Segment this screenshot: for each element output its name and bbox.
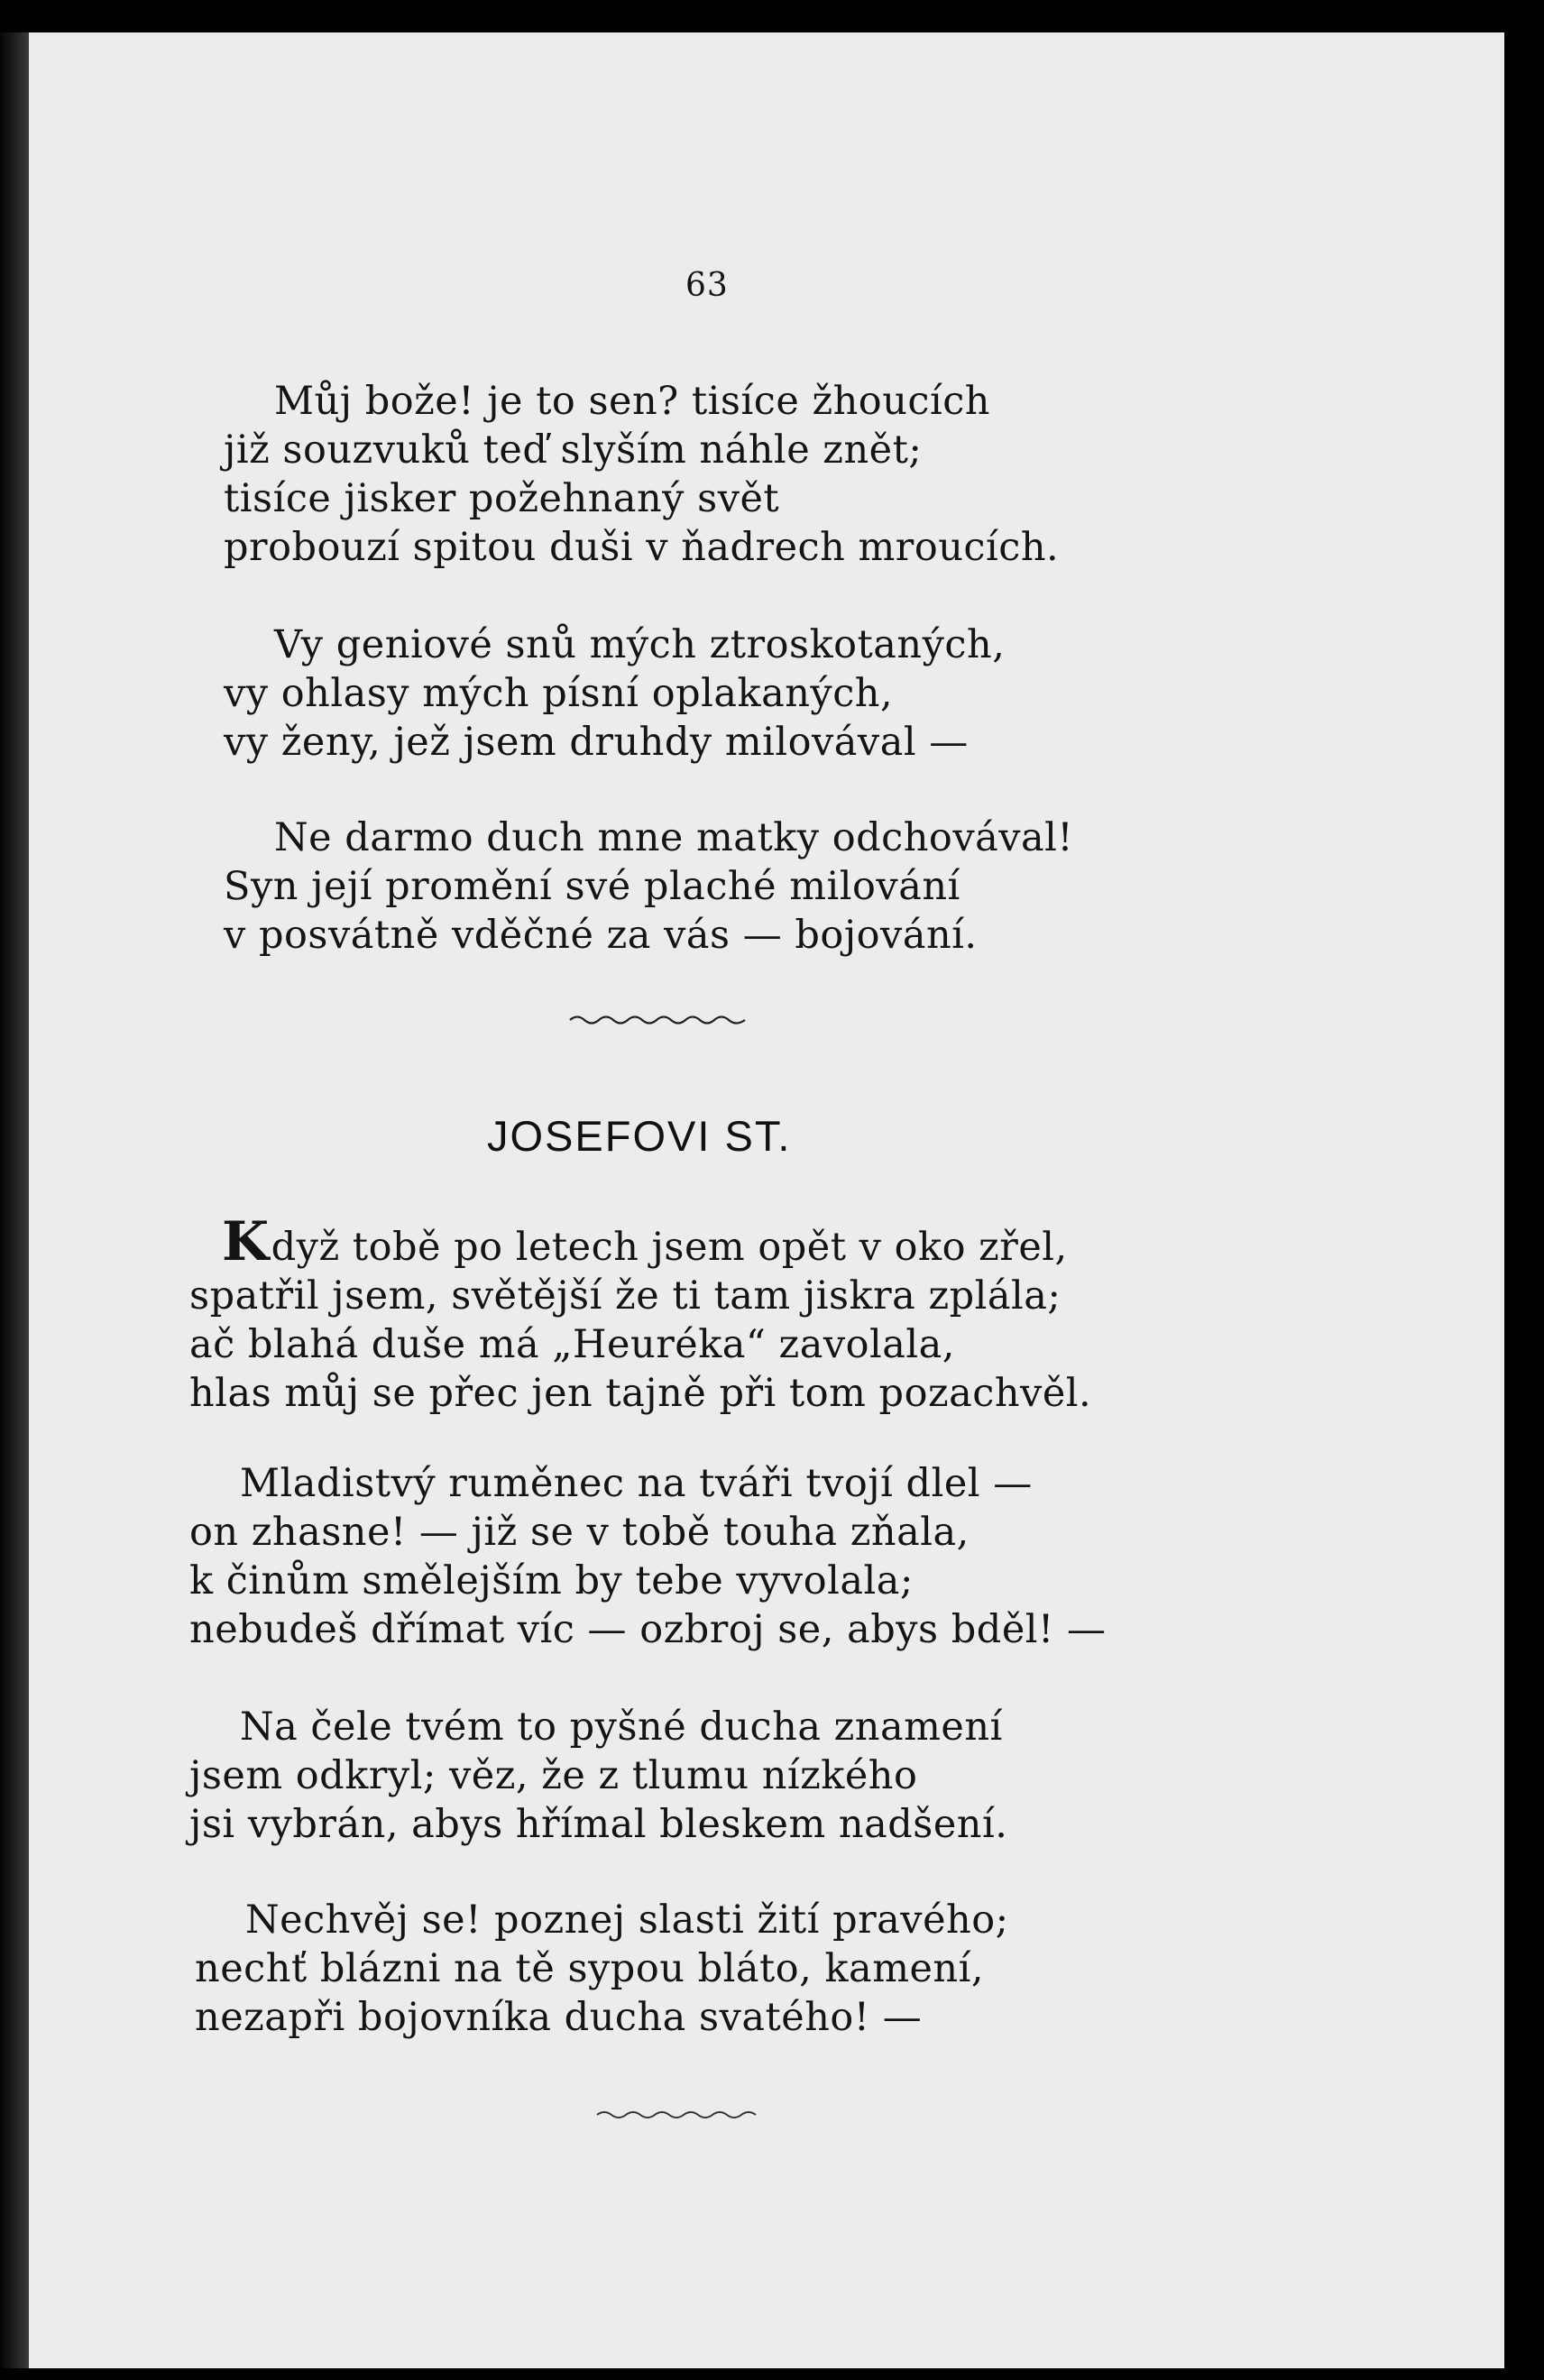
ornamental-divider: [568, 1012, 749, 1028]
scan-border-top: [0, 0, 1544, 32]
verse-line: ač blahá duše má „Heuréka“ zavolala,: [189, 1322, 955, 1367]
verse-line-first: [189, 1210, 1091, 1273]
drop-cap: K: [222, 1210, 270, 1273]
verse-line: Ne darmo duch mne matky odchovával!: [274, 815, 1074, 860]
verse-line: Syn její promění své plaché milování: [224, 864, 960, 909]
poem2-stanza-2: [189, 1459, 1106, 1654]
verse-line: nebudeš dřímat víc — ozbroj se, abys bděl! —: [189, 1607, 1107, 1652]
verse-line-text: dyž tobě po letech jsem opět v oko zřel,: [271, 1225, 1068, 1270]
poem2-stanza-3: [189, 1703, 1007, 1849]
verse-line: Můj bože! je to sen? tisíce žhoucích: [274, 379, 990, 424]
verse-line: probouzí spitou duši v ňadrech mroucích.: [224, 525, 1060, 570]
verse-line: nezapři bojovníka ducha svatého! —: [195, 1995, 923, 2040]
verse-line: hlas můj se přec jen tajně při tom pozachvěl.: [189, 1371, 1092, 1416]
verse-line: on zhasne! — již se v tobě touha zňala,: [189, 1510, 970, 1555]
verse-line: Vy geniové snů mých ztroskotaných,: [274, 622, 1006, 667]
verse-line: tisíce jisker požehnaný svět: [224, 476, 780, 521]
verse-line: spatřil jsem, světější že ti tam jiskra zplála;: [189, 1273, 1062, 1319]
verse-line: jsem odkryl; věz, že z tlumu nízkého: [189, 1753, 918, 1798]
poem1-stanza-2: [224, 620, 1005, 767]
poem-title: JOSEFOVI ST.: [487, 1112, 792, 1160]
poem1-stanza-1: [224, 377, 1059, 572]
verse-line: Mladistvý ruměnec na tváři tvojí dlel —: [240, 1461, 1033, 1506]
scan-border-right: [1504, 0, 1544, 2380]
page-number: 63: [685, 267, 729, 304]
verse-line: Nechvěj se! poznej slasti žití pravého;: [245, 1898, 1009, 1943]
verse-line: k činům smělejším by tebe vyvolala;: [189, 1558, 914, 1604]
verse-line: jsi vybrán, abys hřímal bleskem nadšení.: [189, 1802, 1008, 1847]
verse-line: v posvátně vděčné za vás — bojování.: [224, 913, 978, 958]
scan-border-left: [0, 32, 29, 2368]
verse-line: vy ženy, jež jsem druhdy milovával —: [224, 720, 969, 765]
verse-line: vy ohlasy mých písní oplakaných,: [224, 671, 894, 716]
verse-line: nechť blázni na tě sypou bláto, kamení,: [195, 1946, 985, 1991]
ornamental-divider-end: [595, 2107, 767, 2123]
verse-line: Na čele tvém to pyšné ducha znamení: [240, 1705, 1003, 1750]
poem2-stanza-4: [195, 1896, 1009, 2042]
poem1-stanza-3: [224, 813, 1073, 960]
poem2-stanza-1: [189, 1210, 1092, 1418]
verse-line: již souzvuků teď slyším náhle znět;: [224, 427, 923, 473]
